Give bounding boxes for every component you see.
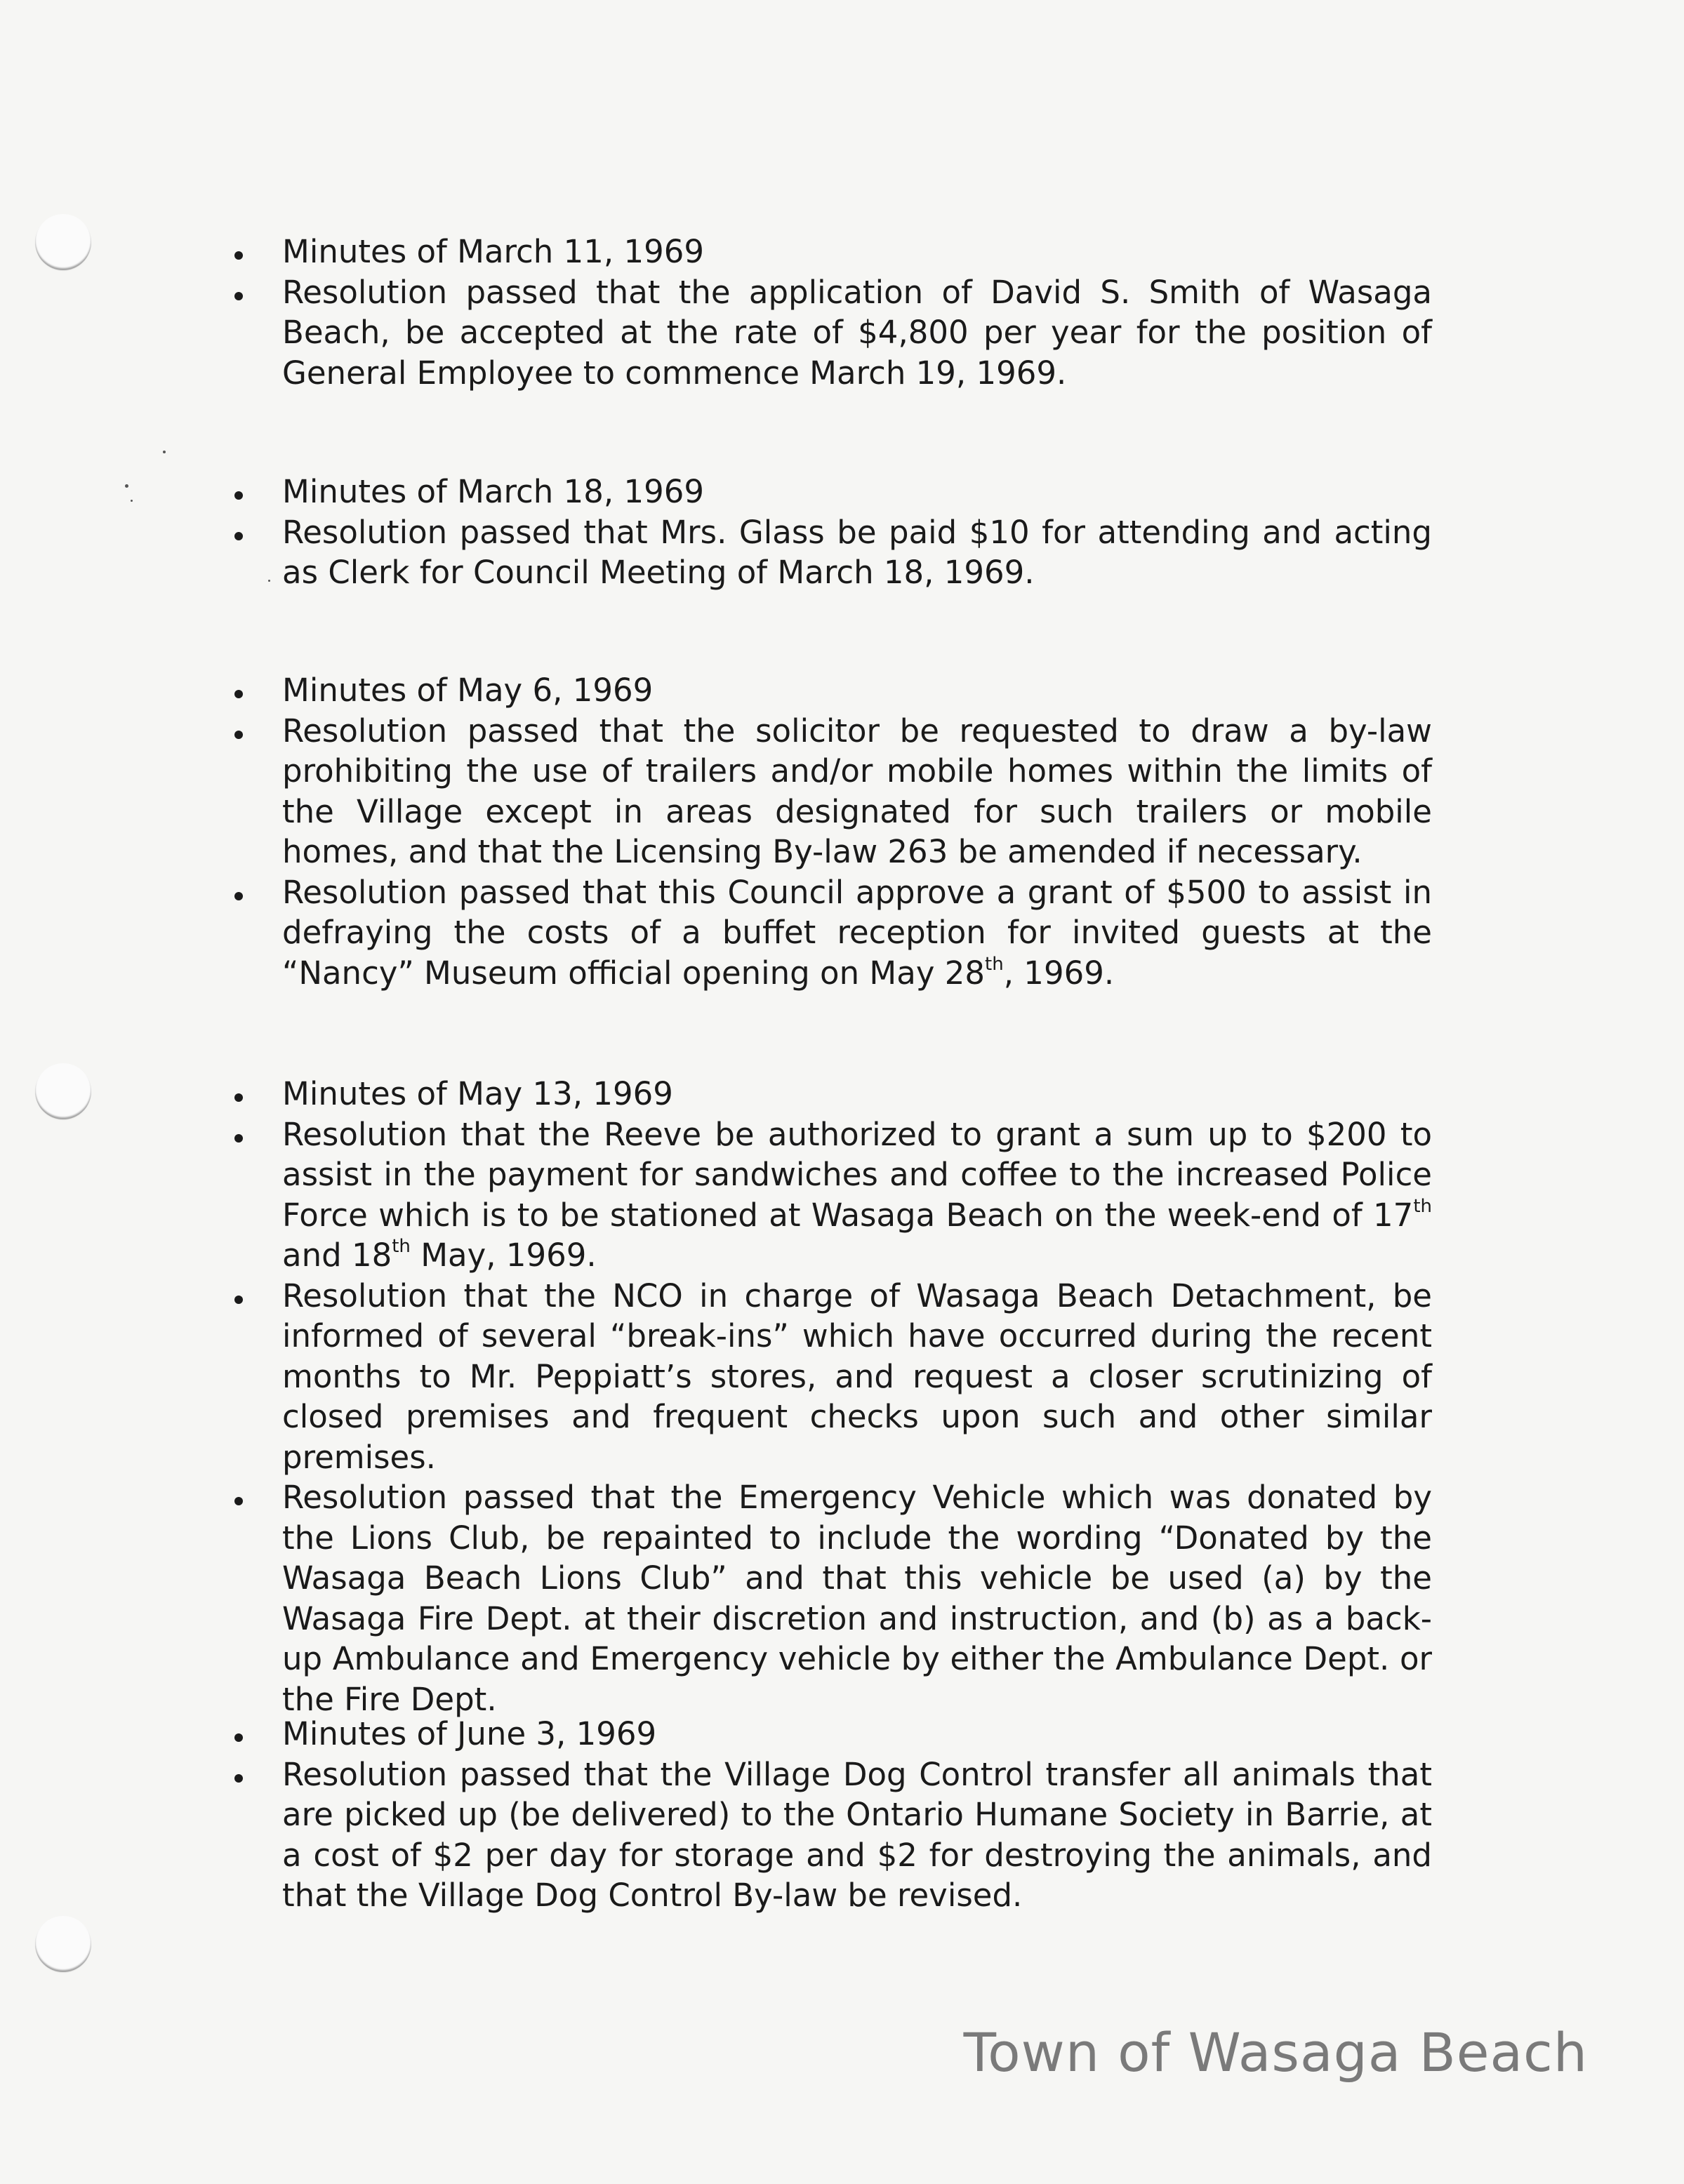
resolution-text: May, 1969. [410,1237,597,1274]
resolution-item: Resolution passed that Mrs. Glass be paid $10 for attending and acting as Clerk for Council Meeting of March 18, 1969. [225,512,1432,593]
minutes-section-may-6 [225,670,1432,993]
minutes-section-march-11 [225,232,1432,393]
resolution-text: , 1969. [1003,954,1115,992]
resolution-text: and 18 [282,1237,392,1274]
resolution-text: Resolution that the Reeve be authorized to grant a sum up to $200 to assist in the payment for sandwiches and coffee to the increased Police Force which is to be stationed at Wasaga Beach on the week-end of 17 [282,1115,1432,1234]
ordinal-suffix: th [392,1236,411,1257]
resolution-item: Resolution passed that the Emergency Vehicle which was donated by the Lions Club, be repainted to include the wording “Donated by the Wasaga Beach Lions Club” and that this vehicle be used (a) by the Wasaga Fire Dept. at their discretion and instruction, and (b) as a back-up Ambulance and Emergency vehicle by either the Ambulance Dept. or the Fire Dept. [225,1477,1432,1719]
punch-hole [35,214,91,270]
resolution-item: Resolution passed that the Village Dog Control transfer all animals that are picked up (be delivered) to the Ontario Humane Society in Barrie, at a cost of $2 per day for storage and $2 for destroying the animals, and that the Village Dog Control By-law be revised. [225,1754,1432,1916]
minutes-section-may-13 [225,1074,1432,1719]
resolution-item: Resolution passed that the application of David S. Smith of Wasaga Beach, be accepted at the rate of $4,800 per year for the position of General Employee to commence March 19, 1969. [225,272,1432,394]
punch-hole [35,1916,91,1972]
resolution-item: Resolution that the NCO in charge of Wasaga Beach Detachment, be informed of several “break-ins” which have occurred during the recent months to Mr. Peppiatt’s stores, and request a closer scrutinizing of closed premises and frequent checks upon such and other similar premises. [225,1276,1432,1478]
ordinal-suffix: th [985,953,1004,975]
minutes-heading: Minutes of March 11, 1969 [225,232,1432,272]
minutes-section-june-3 [225,1714,1432,1916]
minutes-heading: Minutes of March 18, 1969 [225,472,1432,512]
minutes-heading: Minutes of May 6, 1969 [225,670,1432,711]
minutes-section-march-18 [225,472,1432,593]
scan-speck [163,451,166,453]
resolution-text: Resolution passed that this Council approve a grant of $500 to assist in defraying the costs of a buffet reception for invited guests at the “Nancy” Museum official opening on May 28 [282,873,1432,992]
scan-speck [131,500,133,502]
minutes-heading: Minutes of May 13, 1969 [225,1074,1432,1114]
resolution-item: Resolution passed that the solicitor be requested to draw a by-law prohibiting the use of trailers and/or mobile homes within the limits of the Village except in areas designated for such trailers or mobile homes, and that the Licensing By-law 263 be amended if necessary. [225,711,1432,872]
watermark: Town of Wasaga Beach [963,2021,1588,2084]
minutes-heading: Minutes of June 3, 1969 [225,1714,1432,1754]
resolution-item [225,872,1432,994]
ordinal-suffix: th [1413,1195,1432,1217]
punch-hole [35,1063,91,1119]
scan-speck [125,484,128,488]
resolution-item [225,1114,1432,1276]
